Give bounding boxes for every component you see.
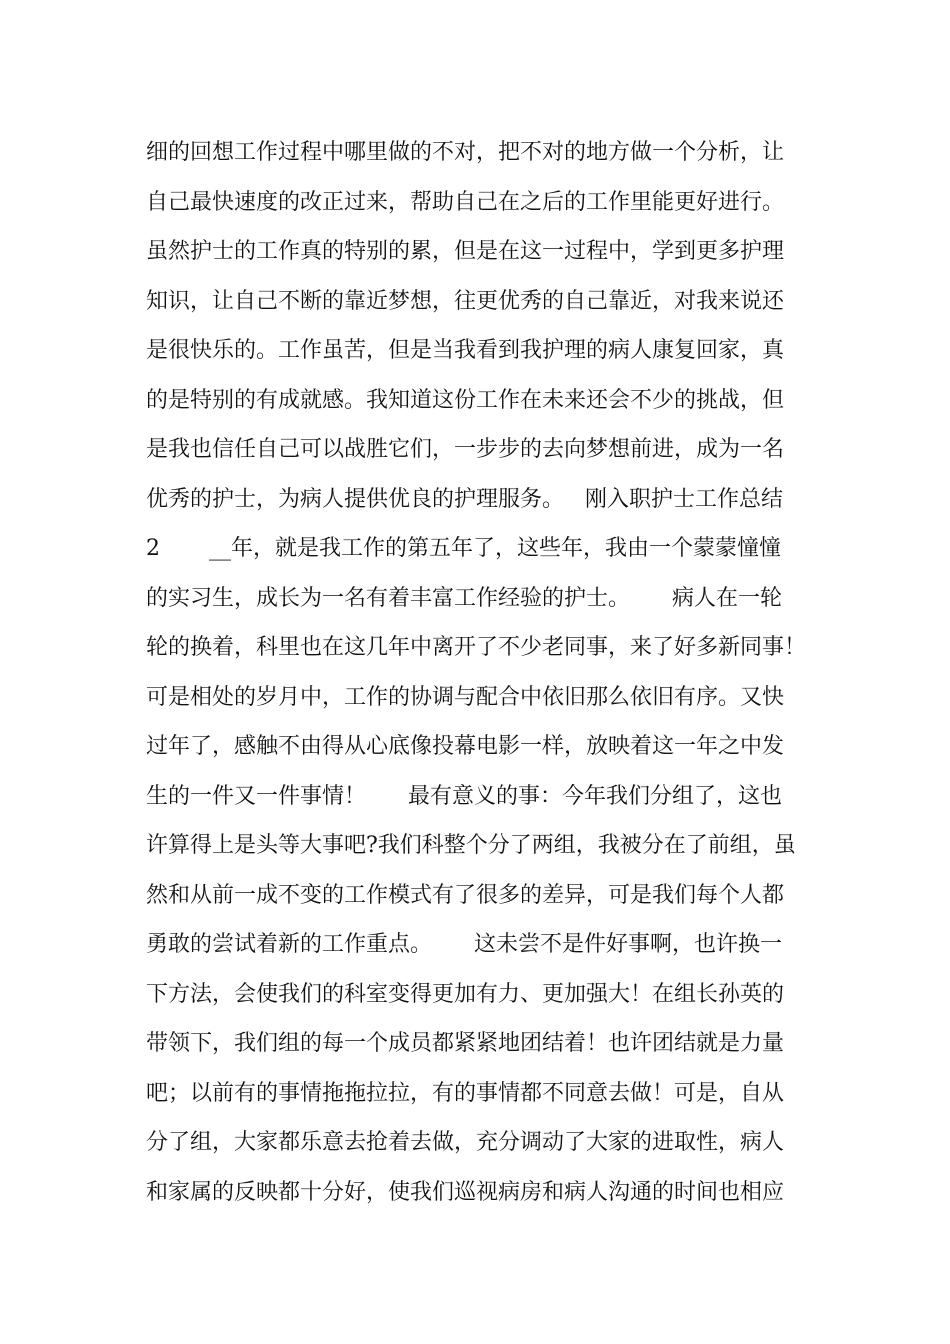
text-line: 是很快乐的。工作虽苦，但是当我看到我护理的病人康复回家，真 — [146, 338, 785, 363]
text-line: 过年了，感触不由得从心底像投幕电影一样，放映着这一年之中发 — [146, 734, 785, 759]
text-line: 分了组，大家都乐意去抢着去做，充分调动了大家的进取性，病人 — [146, 1130, 785, 1155]
text-line: 细的回想工作过程中哪里做的不对，把不对的地方做一个分析，让 — [146, 140, 785, 165]
text-line: 生的一件又一件事情！ 最有意义的事：今年我们分组了，这也 — [146, 783, 782, 809]
text-line: 下方法，会使我们的科室变得更加有力、更加强大！在组长孙英的 — [146, 981, 785, 1007]
text-line: 带领下，我们组的每一个成员都紧紧地团结着！也许团结就是力量 — [146, 1031, 785, 1056]
text-line: 是我也信任自己可以战胜它们，一步步的去向梦想前进，成为一名 — [146, 437, 785, 462]
text-line: 可是相处的岁月中，工作的协调与配合中依旧那么依旧有序。又快 — [146, 684, 785, 710]
text-line: 自己最快速度的改正过来，帮助自己在之后的工作里能更好进行。 — [146, 189, 785, 215]
text-line: 和家属的反映都十分好，使我们巡视病房和病人沟通的时间也相应 — [146, 1179, 785, 1205]
text-line: 许算得上是头等大事吧?我们科整个分了两组，我被分在了前组，虽 — [146, 833, 796, 858]
text-line: 然和从前一成不变的工作模式有了很多的差异，可是我们每个人都 — [146, 882, 785, 908]
text-line: 勇敢的尝试着新的工作重点。 这未尝不是件好事啊，也许换一 — [146, 932, 782, 957]
text-line: 的是特别的有成就感。我知道这份工作在未来还会不少的挑战，但 — [146, 387, 785, 413]
text-line: 虽然护士的工作真的特别的累，但是在这一过程中，学到更多护理 — [146, 239, 785, 264]
text-line: 轮的换着，科里也在这几年中离开了不少老同事，来了好多新同事！ — [146, 635, 807, 660]
text-line: 优秀的护士，为病人提供优良的护理服务。 刚入职护士工作总结 — [146, 486, 783, 512]
text-line: 2 __年，就是我工作的第五年了，这些年，我由一个蒙蒙憧憧 — [146, 536, 781, 561]
body-text — [146, 128, 826, 1217]
text-line: 吧；以前有的事情拖拖拉拉，有的事情都不同意去做！可是，自从 — [146, 1080, 785, 1106]
text-line: 的实习生，成长为一名有着丰富工作经验的护士。 病人在一轮 — [146, 585, 782, 611]
text-line: 知识，让自己不断的靠近梦想，往更优秀的自己靠近，对我来说还 — [146, 288, 785, 314]
